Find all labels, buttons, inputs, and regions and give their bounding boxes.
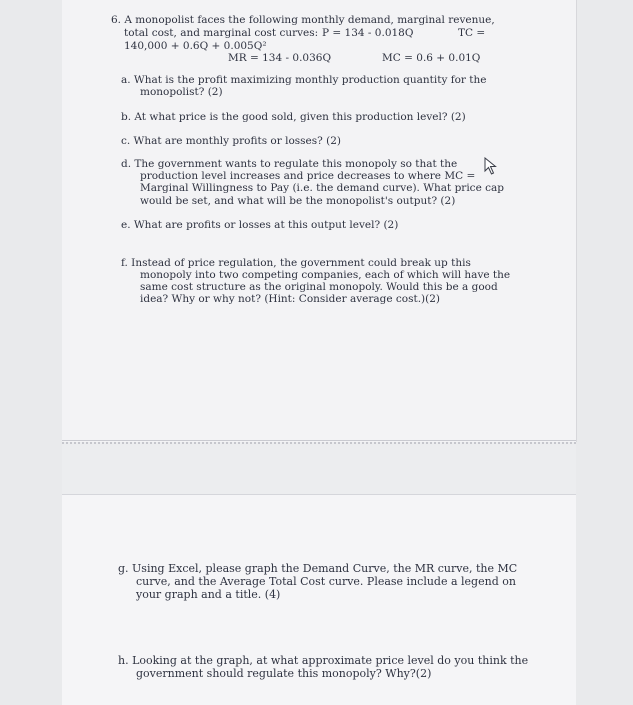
part-c: c. What are monthly profits or losses? (2) xyxy=(121,135,341,147)
demand-equation: P = 134 - 0.018Q xyxy=(322,27,414,39)
part-d-line-1: d. The government wants to regulate this monopoly so that the xyxy=(121,158,458,170)
part-f-line-4: idea? Why or why not? (Hint: Consider average cost.)(2) xyxy=(140,293,441,305)
part-h-line-1: h. Looking at the graph, at what approximate price level do you think the xyxy=(118,654,529,667)
mc-equation: MC = 0.6 + 0.01Q xyxy=(382,52,481,64)
part-d-line-2: production level increases and price decreases to where MC = xyxy=(140,170,476,182)
mouse-cursor-icon xyxy=(484,157,498,179)
part-g-line-1: g. Using Excel, please graph the Demand Curve, the MR curve, the MC xyxy=(118,562,518,575)
part-g-line-3: your graph and a title. (4) xyxy=(136,588,281,601)
part-e: e. What are profits or losses at this output level? (2) xyxy=(121,219,399,231)
mr-equation: MR = 134 - 0.036Q xyxy=(228,52,332,64)
part-d-line-3: Marginal Willingness to Pay (i.e. the demand curve). What price cap xyxy=(140,182,504,194)
part-f-line-3: same cost structure as the original monopoly. Would this be a good xyxy=(140,281,498,293)
tc-label: TC = xyxy=(458,27,486,39)
page-divider xyxy=(62,440,576,441)
part-f-line-1: f. Instead of price regulation, the government could break up this xyxy=(121,257,471,269)
total-cost-equation: 140,000 + 0.6Q + 0.005Q² xyxy=(124,40,267,52)
part-d-line-4: would be set, and what will be the monopolist's output? (2) xyxy=(140,195,456,207)
part-b: b. At what price is the good sold, given this production level? (2) xyxy=(121,111,466,123)
part-f-line-2: monopoly into two competing companies, each of which will have the xyxy=(140,269,511,281)
part-g-line-2: curve, and the Average Total Cost curve. Please include a legend on xyxy=(136,575,516,588)
page-gap xyxy=(62,442,576,496)
part-a-line-1: a. What is the profit maximizing monthly production quantity for the xyxy=(121,74,487,86)
question-6-line-1: 6. A monopolist faces the following monthly demand, marginal revenue, xyxy=(111,14,495,26)
part-a-line-2: monopolist? (2) xyxy=(140,86,223,98)
part-h-line-2: government should regulate this monopoly? Why?(2) xyxy=(136,667,432,680)
question-6-line-2: total cost, and marginal cost curves: xyxy=(124,27,319,39)
